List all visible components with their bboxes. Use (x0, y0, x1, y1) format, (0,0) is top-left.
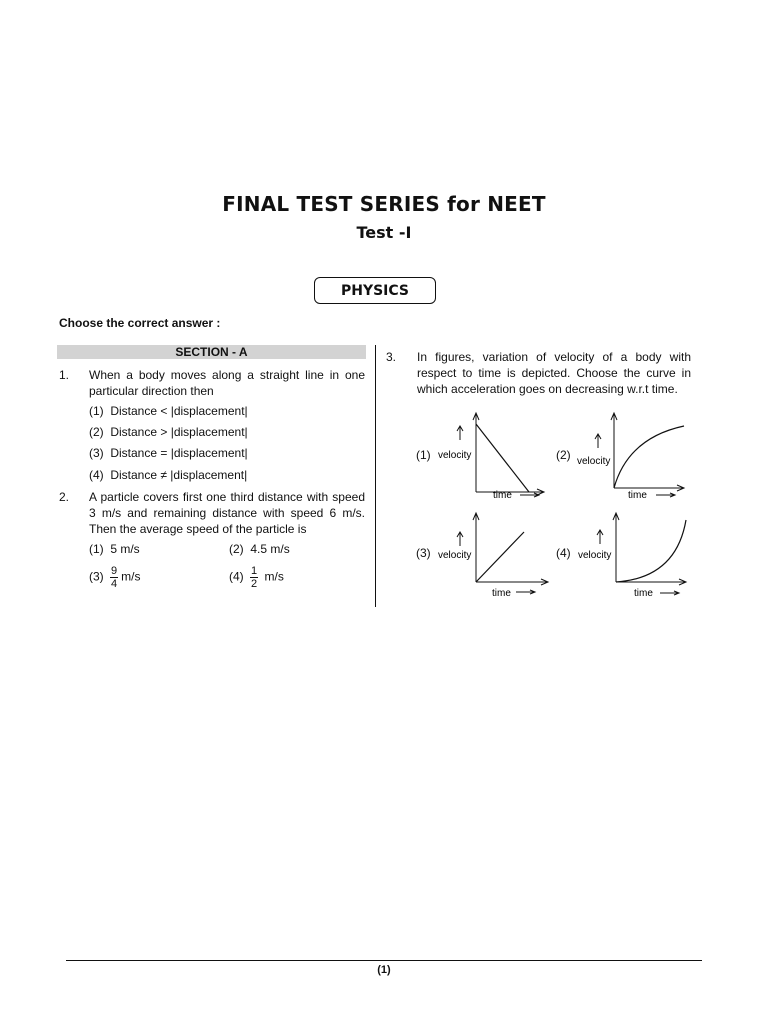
test-title: FINAL TEST SERIES for NEET (222, 192, 546, 216)
right-arrow-icon (660, 591, 679, 595)
question-3-text: In figures, variation of velocity of a body with respect to time is depicted. Choose the curve in which acceleration goes on decreasing w.r.t time. (417, 350, 691, 396)
option-text: Distance < |displacement| (110, 404, 248, 418)
up-arrow-icon (595, 434, 601, 448)
option-unit: m/s (121, 569, 141, 584)
fraction-denominator: 2 (251, 578, 258, 590)
option-label: (4) (229, 569, 244, 584)
instruction-text: Choose the correct answer : (59, 316, 221, 330)
option-label: (1) (89, 404, 104, 418)
option-text: Distance > |displacement| (110, 425, 248, 439)
graph-2-label: (2) (556, 448, 571, 462)
question-3-number: 3. (386, 350, 397, 364)
option-label: (1) (89, 542, 104, 556)
question-1-option-3 (89, 445, 248, 461)
subject-label: PHYSICS (340, 282, 410, 299)
option-label: (3) (89, 569, 104, 584)
right-arrow-icon (520, 493, 539, 497)
graph-4 (576, 508, 694, 603)
page-number: (1) (377, 964, 391, 976)
question-1-text: When a body moves along a straight line in one particular direction then (89, 368, 365, 398)
question-1-number: 1. (59, 368, 70, 382)
fraction-denominator: 4 (111, 578, 118, 590)
x-axis-label: time (493, 490, 512, 501)
graph-4-label: (4) (556, 546, 571, 560)
x-axis-label: time (492, 588, 511, 599)
right-arrow-icon (656, 493, 675, 497)
y-axis-label: velocity (577, 456, 611, 467)
up-arrow-icon (457, 426, 463, 440)
question-2-number: 2. (59, 490, 70, 504)
section-heading: SECTION - A (57, 345, 366, 359)
question-2-option-3 (89, 565, 140, 590)
y-axis-label: velocity (578, 550, 612, 561)
option-label: (2) (229, 542, 244, 556)
y-axis-label: velocity (438, 550, 472, 561)
subject-heading (314, 277, 436, 304)
fraction (110, 565, 118, 590)
question-1-option-2 (89, 424, 248, 440)
column-divider (375, 345, 376, 607)
option-text: 5 m/s (110, 542, 140, 556)
graph-3 (436, 508, 556, 603)
velocity-curve (614, 426, 684, 488)
up-arrow-icon (597, 530, 603, 544)
velocity-curve (616, 520, 686, 582)
y-axis-label: velocity (438, 450, 472, 461)
question-2-option-2 (229, 541, 290, 557)
graph-1-label: (1) (416, 448, 431, 462)
x-axis-label: time (628, 490, 647, 501)
question-1-option-1 (89, 403, 248, 419)
option-label: (4) (89, 468, 104, 482)
option-text: Distance ≠ |displacement| (110, 468, 248, 482)
question-1-option-4 (89, 467, 247, 483)
fraction-numerator: 1 (251, 565, 258, 577)
x-axis-label: time (634, 588, 653, 599)
graph-3-label: (3) (416, 546, 431, 560)
question-2-option-4 (229, 565, 284, 590)
graph-1 (438, 408, 558, 503)
option-label: (2) (89, 425, 104, 439)
option-unit: m/s (264, 569, 284, 584)
fraction (250, 565, 258, 590)
right-arrow-icon (516, 590, 535, 594)
option-text: Distance = |displacement| (110, 446, 248, 460)
fraction-numerator: 9 (111, 565, 118, 577)
question-2-option-1 (89, 541, 140, 557)
option-text: 4.5 m/s (250, 542, 290, 556)
question-2-text: A particle covers first one third distance with speed 3 m/s and remaining distance with speed 6 m/s. Then the average speed of the particle is (89, 490, 365, 536)
test-subtitle: Test -I (356, 223, 412, 242)
velocity-curve (476, 424, 529, 492)
velocity-curve (476, 532, 524, 582)
graph-2 (576, 408, 694, 503)
up-arrow-icon (457, 532, 463, 546)
footer-divider (66, 960, 702, 961)
option-label: (3) (89, 446, 104, 460)
